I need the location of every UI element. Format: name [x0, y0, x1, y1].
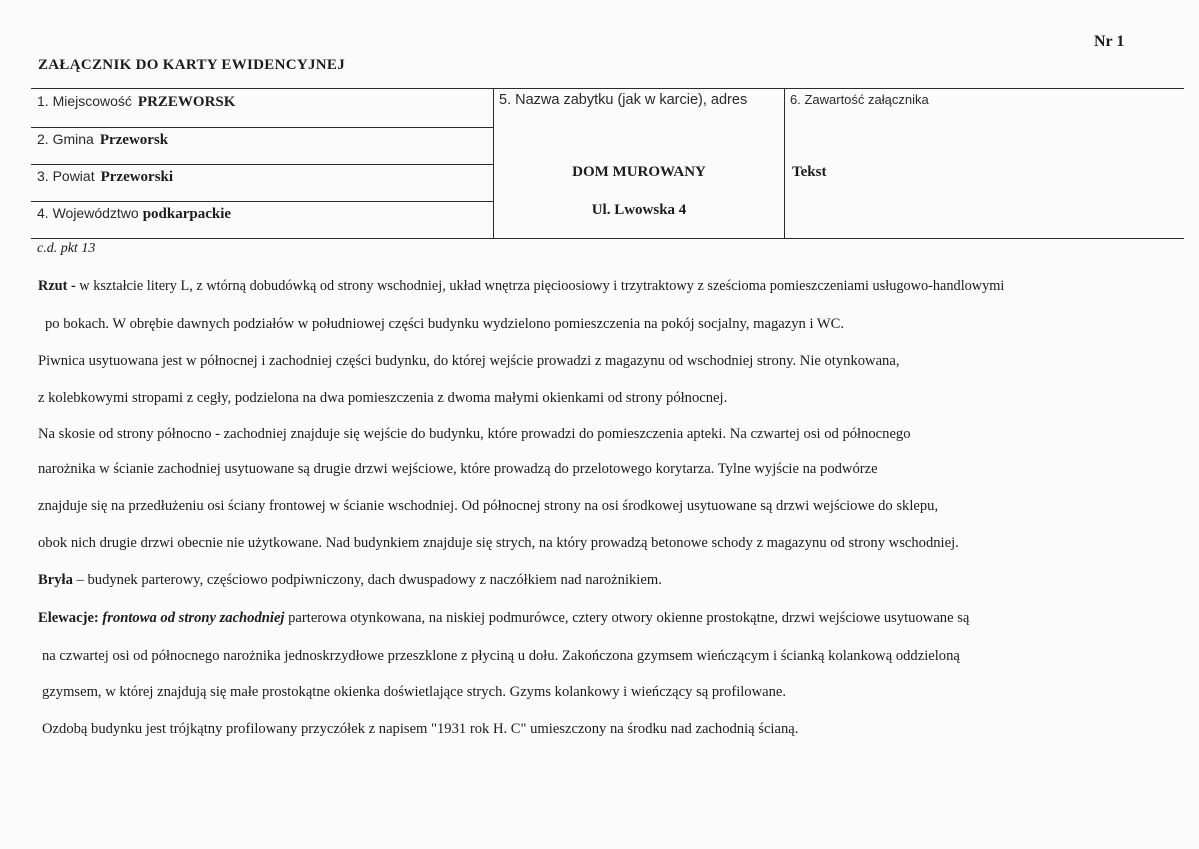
field-contents-label — [790, 92, 929, 109]
field-label: 4. Województwo — [37, 205, 139, 221]
text-line: Na skosie od strony północno - zachodniej znajduje się wejście do budynku, które prowadzi do pomieszczenia apteki. Na czwartej osi od północnego — [38, 426, 911, 442]
continuation-note: c.d. pkt 13 — [37, 241, 96, 256]
page-title: ZAŁĄCZNIK DO KARTY EWIDENCYJNEJ — [38, 57, 345, 73]
text-line: z kolebkowymi stropami z cegły, podzielona na dwa pomieszczenia z dwoma małymi okienkami od strony północnej. — [38, 390, 728, 406]
table-bottom-border — [31, 238, 1184, 239]
text-line: obok nich drugie drzwi obecnie nie użytkowane. Nad budynkiem znajduje się strych, na który prowadzą betonowe schody z magazynu od strony wschodniej. — [38, 535, 959, 551]
text-line: Ozdobą budynku jest trójkątny profilowany przyczółek z napisem "1931 rok H. C" umieszczony na środku nad zachodnią ścianą. — [42, 721, 799, 737]
field-value: PRZEWORSK — [137, 94, 236, 110]
field-commune — [37, 131, 168, 149]
row-divider — [31, 201, 493, 202]
section-heading-elewacje: Elewacje: — [38, 610, 99, 626]
field-label: 3. Powiat — [37, 168, 95, 184]
text-span: w kształcie litery L, z wtórną dobudówką od strony wschodniej, układ wnętrza pięcioosiowy i trzytraktowy z sześcioma pomieszczeniami usługowo-handlowymi — [79, 278, 1005, 294]
section-heading-rzut: Rzut - — [38, 278, 80, 294]
text-line: gzymsem, w której znajdują się małe prostokątne okienka doświetlające strych. Gzyms kolankowy i wieńczący są profilowane. — [42, 684, 787, 700]
field-value: Przeworsk — [99, 132, 169, 148]
field-label: 1. Miejscowość — [37, 93, 132, 109]
text-line — [38, 610, 969, 627]
monument-name: DOM MUROWANY — [572, 164, 706, 180]
text-span: parterowa otynkowana, na niskiej podmurówce, cztery otwory okienne prostokątne, drzwi wejściowe usytuowane są — [284, 610, 970, 626]
field-label: 6. Zawartość załącznika — [790, 92, 929, 107]
text-line: na czwartej osi od północnego narożnika jednoskrzydłowe przeszklone z płyciną u dołu. Zakończona gzymsem wieńczącym i ścianką kolankową oddzieloną — [42, 648, 960, 664]
elevation-subheading: frontowa od strony zachodniej — [98, 610, 285, 626]
row-divider — [31, 127, 493, 128]
field-locality — [37, 93, 235, 111]
row-divider — [31, 164, 493, 165]
field-value: Przeworski — [100, 169, 174, 185]
monument-address: Ul. Lwowska 4 — [591, 202, 687, 218]
field-voivodeship — [37, 205, 231, 223]
table-top-border — [31, 88, 1184, 89]
field-value: podkarpackie — [142, 206, 232, 222]
text-line: po bokach. W obrębie dawnych podziałów w południowej części budynku wydzielono pomieszczenia na pokój socjalny, magazyn i WC. — [45, 316, 845, 332]
column-divider — [784, 88, 785, 239]
attachment-number: Nr 1 — [1094, 33, 1125, 50]
field-county — [37, 168, 173, 186]
section-heading-bryla: Bryła — [38, 572, 73, 588]
text-line — [38, 572, 662, 589]
field-monument-label — [499, 92, 747, 109]
field-label: 5. Nazwa zabytku (jak w karcie), adres — [499, 92, 748, 108]
text-line: narożnika w ścianie zachodniej usytuowane są drugie drzwi wejściowe, które prowadzą do przelotowego korytarza. Tylne wyjście na podwórze — [38, 461, 878, 477]
text-line: Piwnica usytuowana jest w północnej i zachodniej części budynku, do której wejście prowadzi z magazynu od wschodniej strony. Nie otynkowana, — [38, 353, 900, 369]
text-line: znajduje się na przedłużeniu osi ściany frontowej w ścianie wschodniej. Od północnej strony na osi środkowej usytuowane są drzwi wejściowe do sklepu, — [38, 498, 939, 514]
contents-value: Tekst — [792, 164, 827, 180]
text-line — [38, 278, 1004, 295]
field-label: 2. Gmina — [37, 131, 94, 147]
text-span: – budynek parterowy, częściowo podpiwniczony, dach dwuspadowy z naczółkiem nad narożnikiem. — [72, 572, 662, 588]
